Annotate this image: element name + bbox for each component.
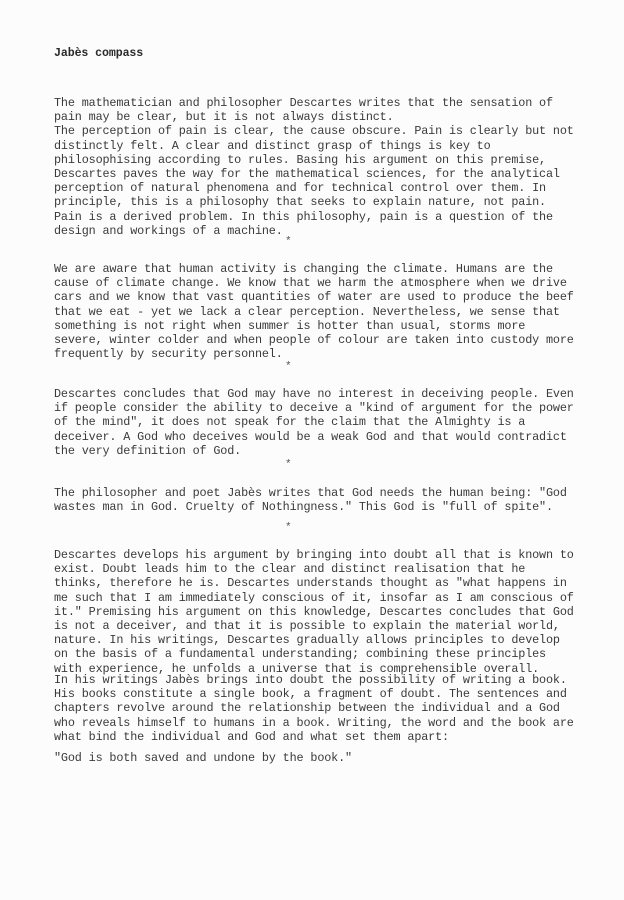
text-line: what bind the individual and God and what set them apart: (54, 729, 449, 744)
text-line: that we eat - yet we lack a clear perception. Nevertheless, we sense that (54, 304, 560, 319)
text-line: cars and we know that vast quantities of water are used to produce the beef (54, 290, 574, 305)
text-line: with experience, he unfolds a universe that is comprehensible overall. (54, 661, 540, 676)
text-line: We are aware that human activity is changing the climate. Humans are the (54, 262, 553, 276)
text-line: something is not right when summer is hotter than usual, storms more (54, 318, 526, 333)
section-separator-1: * (285, 236, 292, 248)
text-line: Descartes paves the way for the mathematical sciences, for the analytical (54, 166, 560, 181)
section-separator-3: * (285, 459, 292, 471)
text-line: deceiver. A God who deceives would be a weak God and that would contradict (54, 429, 567, 444)
paragraph-1 (54, 96, 574, 238)
section-separator-4: * (285, 522, 292, 534)
text-line: is not a deceiver, and that it is possible to explain the material world, (54, 618, 560, 633)
text-line: The philosopher and poet Jabès writes that God needs the human being: "God (54, 486, 567, 500)
paragraph-3 (54, 387, 574, 458)
text-line: me such that I am immediately conscious of it, insofar as I am conscious of (54, 590, 574, 605)
text-line: The perception of pain is clear, the cause obscure. Pain is clearly but not (54, 124, 574, 139)
text-line: Descartes concludes that God may have no interest in deceiving people. Even (54, 387, 574, 401)
paragraph-4 (54, 486, 574, 514)
text-line: The mathematician and philosopher Descartes writes that the sensation of (54, 96, 553, 110)
text-line: distinctly felt. A clear and distinct grasp of things is key to (54, 138, 491, 153)
text-line: of the mind", it does not speak for the claim that the Almighty is a (54, 415, 526, 430)
text-line: chapters revolve around the relationship between the individual and a God (54, 701, 560, 716)
text-line: nature. In his writings, Descartes gradually allows principles to develop (54, 633, 560, 648)
text-line: pain may be clear, but it is not always distinct. (54, 110, 394, 125)
text-line: the very definition of God. (54, 443, 242, 458)
text-line: frequently by security personnel. (54, 347, 283, 362)
text-line: Pain is a derived problem. In this philosophy, pain is a question of the (54, 209, 553, 224)
text-line: His books constitute a single book, a fragment of doubt. The sentences and (54, 687, 567, 702)
paragraph-2 (54, 262, 574, 361)
text-line: philosophising according to rules. Basing his argument on this premise, (54, 152, 546, 167)
text-line: exist. Doubt leads him to the clear and distinct realisation that he (54, 562, 526, 577)
text-line: on the basis of a fundamental understanding; combining these principles (54, 647, 546, 662)
text-line: thinks, therefore he is. Descartes understands thought as "what happens in (54, 576, 567, 591)
text-line: wastes man in God. Cruelty of Nothingness." This God is "full of spite". (54, 500, 553, 515)
section-separator-2: * (285, 361, 292, 373)
text-line: Descartes develops his argument by bringing into doubt all that is known to (54, 548, 574, 562)
paragraph-5 (54, 548, 574, 676)
text-line: "God is both saved and undone by the book." (54, 751, 352, 765)
text-line: cause of climate change. We know that we harm the atmosphere when we drive (54, 276, 567, 291)
text-line: design and workings of a machine. (54, 223, 283, 238)
text-line: if people consider the ability to deceive a "kind of argument for the power (54, 401, 574, 416)
text-line: who reveals himself to humans in a book. Writing, the word and the book are (54, 715, 574, 730)
document-title: Jabès compass (54, 47, 144, 60)
quote-paragraph (54, 751, 574, 765)
text-line: severe, winter colder and when people of colour are taken into custody more (54, 332, 574, 347)
text-line: In his writings Jabès brings into doubt the possibility of writing a book. (54, 673, 567, 687)
text-line: perception of natural phenomena and for technical control over them. In (54, 181, 546, 196)
text-line: principle, this is a philosophy that seeks to explain nature, not pain. (54, 195, 546, 210)
paragraph-6 (54, 673, 574, 744)
text-line: it." Premising his argument on this knowledge, Descartes concludes that God (54, 604, 574, 619)
